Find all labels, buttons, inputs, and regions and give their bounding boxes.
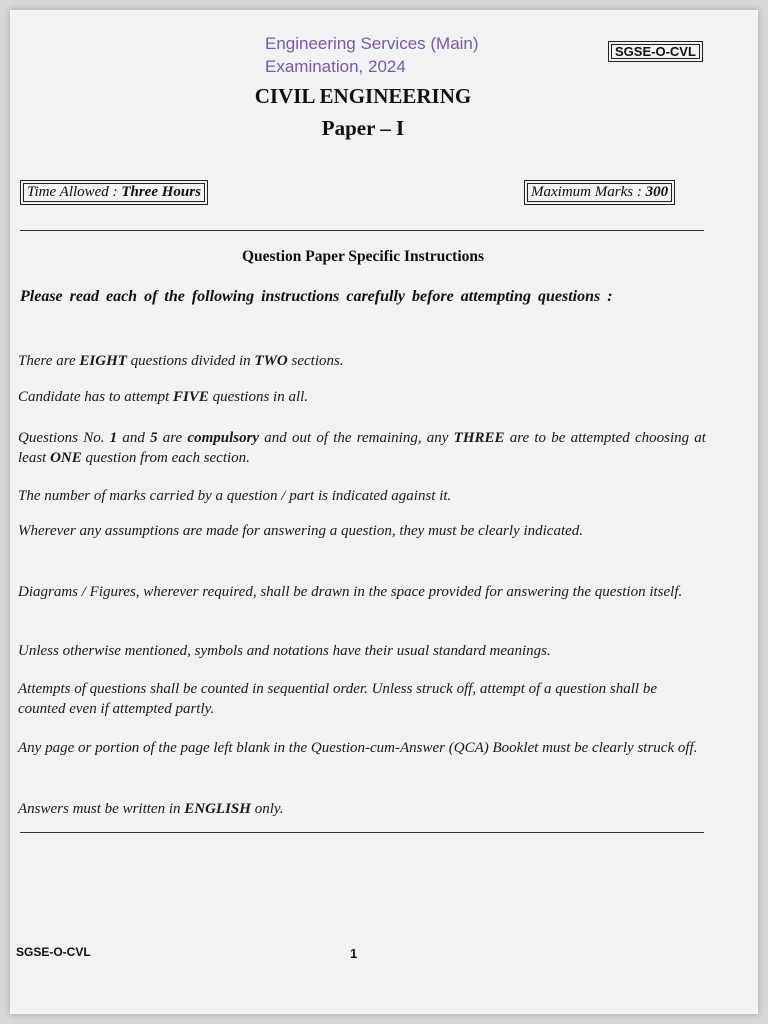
subject-title: CIVIL ENGINEERING: [254, 84, 472, 108]
bottom-divider: [20, 832, 704, 833]
stamp-line-2: Examination, 2024: [265, 57, 406, 76]
page-number: 1: [350, 946, 358, 961]
instruction-item-1: There are EIGHT questions divided in TWO sections.: [18, 353, 344, 369]
instruction-item-7: Unless otherwise mentioned, symbols and notations have their usual standard meanings.: [18, 643, 551, 659]
instruction-item-4: The number of marks carried by a question / part is indicated against it.: [18, 488, 452, 504]
instruction-item-5: Wherever any assumptions are made for answering a question, they must be clearly indicated.: [18, 523, 584, 539]
time-allowed-box: [20, 180, 208, 205]
maximum-marks-label: Maximum Marks :: [531, 184, 646, 200]
stamp-line-1: Engineering Services (Main): [265, 34, 479, 53]
exam-stamp: [265, 32, 479, 78]
instruction-item-3: Questions No. 1 and 5 are compulsory and out of the remaining, any THREE are to be attempted choosing at least ONE question from each section.: [18, 430, 706, 466]
instruction-item-8: Attempts of questions shall be counted in sequential order. Unless struck off, attempt of a question shall be counted even if attempted partly.: [18, 681, 657, 717]
top-divider: [20, 230, 704, 231]
maximum-marks-value: 300: [645, 184, 669, 200]
paper-title: Paper – I: [321, 116, 405, 140]
footer-paper-code: SGSE-O-CVL: [16, 945, 91, 959]
instructions-lead: Please read each of the following instructions carefully before attempting questions :: [20, 288, 613, 305]
question-paper-page: [10, 10, 758, 1014]
maximum-marks-box: [524, 180, 675, 205]
time-allowed-value: Three Hours: [121, 184, 201, 200]
instruction-item-9: Any page or portion of the page left blank in the Question-cum-Answer (QCA) Booklet must be clearly struck off.: [18, 740, 698, 756]
paper-code-box: SGSE-O-CVL: [608, 41, 703, 62]
instruction-item-6: Diagrams / Figures, wherever required, shall be drawn in the space provided for answering the question itself.: [18, 584, 683, 600]
instruction-item-2: Candidate has to attempt FIVE questions in all.: [18, 389, 309, 405]
instructions-title: Question Paper Specific Instructions: [241, 248, 485, 265]
instruction-item-10: Answers must be written in ENGLISH only.: [18, 801, 284, 817]
time-allowed-label: Time Allowed :: [27, 184, 122, 200]
